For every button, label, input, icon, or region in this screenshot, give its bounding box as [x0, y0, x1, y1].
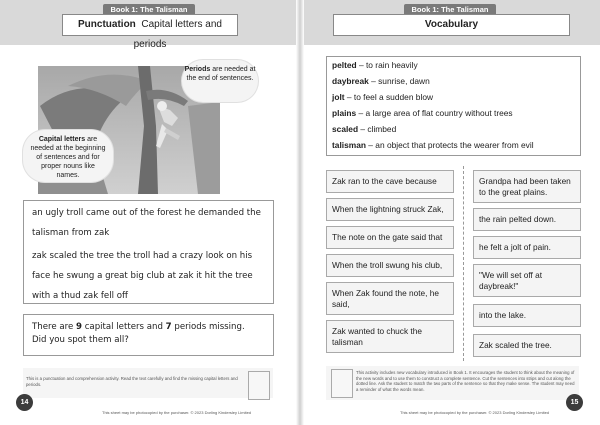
spot-them-line: Did you spot them all? — [32, 335, 129, 345]
book-tag: Book 1: The Talisman — [404, 4, 496, 15]
sentence-start-strip[interactable]: Zak wanted to chuck the talisman — [326, 320, 454, 353]
passage-line: zak scaled the tree the troll had a crazy look on his — [32, 251, 253, 261]
page-title — [62, 14, 238, 50]
capitals-tip-bold: Capital letters — [38, 136, 86, 143]
missing-capitals-count: 9 — [75, 322, 82, 332]
missing-count-text — [32, 321, 245, 347]
sentence-start-strip[interactable]: Zak ran to the cave because — [326, 170, 454, 193]
periods-tip-text: are needed at the end of sentences. — [186, 66, 256, 82]
page-number: 15 — [566, 394, 583, 411]
vocab-item: plains – a large area of flat country without trees — [332, 108, 513, 118]
sentence-start-strip[interactable]: The note on the gate said that — [326, 226, 454, 249]
missing-periods-count: 7 — [165, 322, 172, 332]
missing-text-b: capital letters and — [84, 322, 163, 332]
passage-line: an ugly troll came out of the forest he demanded the — [32, 208, 261, 218]
teacher-note — [326, 366, 579, 400]
missing-count-line — [32, 321, 245, 334]
vocab-item: scaled – climbed — [332, 124, 397, 134]
sentence-end-strip[interactable]: into the lake. — [473, 304, 581, 327]
book-tag: Book 1: The Talisman — [103, 4, 195, 15]
title-subtopic: Capital letters and periods — [133, 19, 222, 50]
sentence-end-strip[interactable]: the rain pelted down. — [473, 208, 581, 231]
book-spine — [296, 0, 304, 425]
periods-tip-bold: Periods — [184, 66, 211, 73]
passage-text — [32, 203, 264, 306]
sentence-end-strip[interactable]: "We will set off at daybreak!" — [473, 264, 581, 297]
vocab-item: pelted – to rain heavily — [332, 60, 418, 70]
passage-line: face he swung a great big club at zak it hit the tree — [32, 271, 253, 281]
teacher-note-text: This is a punctuation and comprehension activity. Read the text carefully and find the missing capital letters and periods. — [26, 376, 238, 387]
periods-tip-bubble — [182, 60, 258, 102]
sentence-end-strip[interactable]: Zak scaled the tree. — [473, 334, 581, 357]
teacher-note — [23, 368, 273, 398]
copyright-line: This sheet may be photocopied by the purchaser. © 2023 Dorling Kindersley Limited — [102, 410, 252, 415]
vocab-item: daybreak – sunrise, dawn — [332, 76, 430, 86]
page-number: 14 — [16, 394, 33, 411]
vocab-item: talisman – an object that protects the wearer from evil — [332, 140, 534, 150]
cut-line — [463, 166, 464, 361]
missing-text-a: There are — [32, 322, 74, 332]
missing-text-c: periods missing. — [174, 322, 245, 332]
book-cover-thumbnail — [331, 369, 353, 398]
vocab-item: jolt – to feel a sudden blow — [332, 92, 434, 102]
passage-line: with a thud zak fell off — [32, 291, 128, 301]
sentence-start-strip[interactable]: When Zak found the note, he said, — [326, 282, 454, 315]
sentence-start-strip[interactable]: When the lightning struck Zak, — [326, 198, 454, 221]
capitals-tip-text: are needed at the beginning of sentences and for proper nouns like names. — [30, 136, 106, 179]
teacher-note-text: This activity includes new vocabulary introduced in Book 1. It encourages the student to think about the meaning of the new words and to use them to construct a complete sentence. Cut the sentences into strips and cut along the dotted line. Ask the student to match the two parts of the sentence so that they make sense. The student may need a reminder of what the words mean. — [356, 370, 575, 392]
sentence-end-strip[interactable]: he felt a jolt of pain. — [473, 236, 581, 259]
sentence-start-strip[interactable]: When the troll swung his club, — [326, 254, 454, 277]
passage-line: talisman from zak — [32, 228, 110, 238]
book-cover-thumbnail — [248, 371, 270, 400]
sentence-end-strip[interactable]: Grandpa had been taken to the great plains. — [473, 170, 581, 203]
page-title — [333, 14, 570, 36]
capitals-tip-bubble — [23, 130, 113, 182]
title-text: Vocabulary — [424, 19, 479, 30]
copyright-line: This sheet may be photocopied by the purchaser. © 2023 Dorling Kindersley Limited — [400, 410, 550, 415]
title-topic: Punctuation — [78, 19, 136, 30]
